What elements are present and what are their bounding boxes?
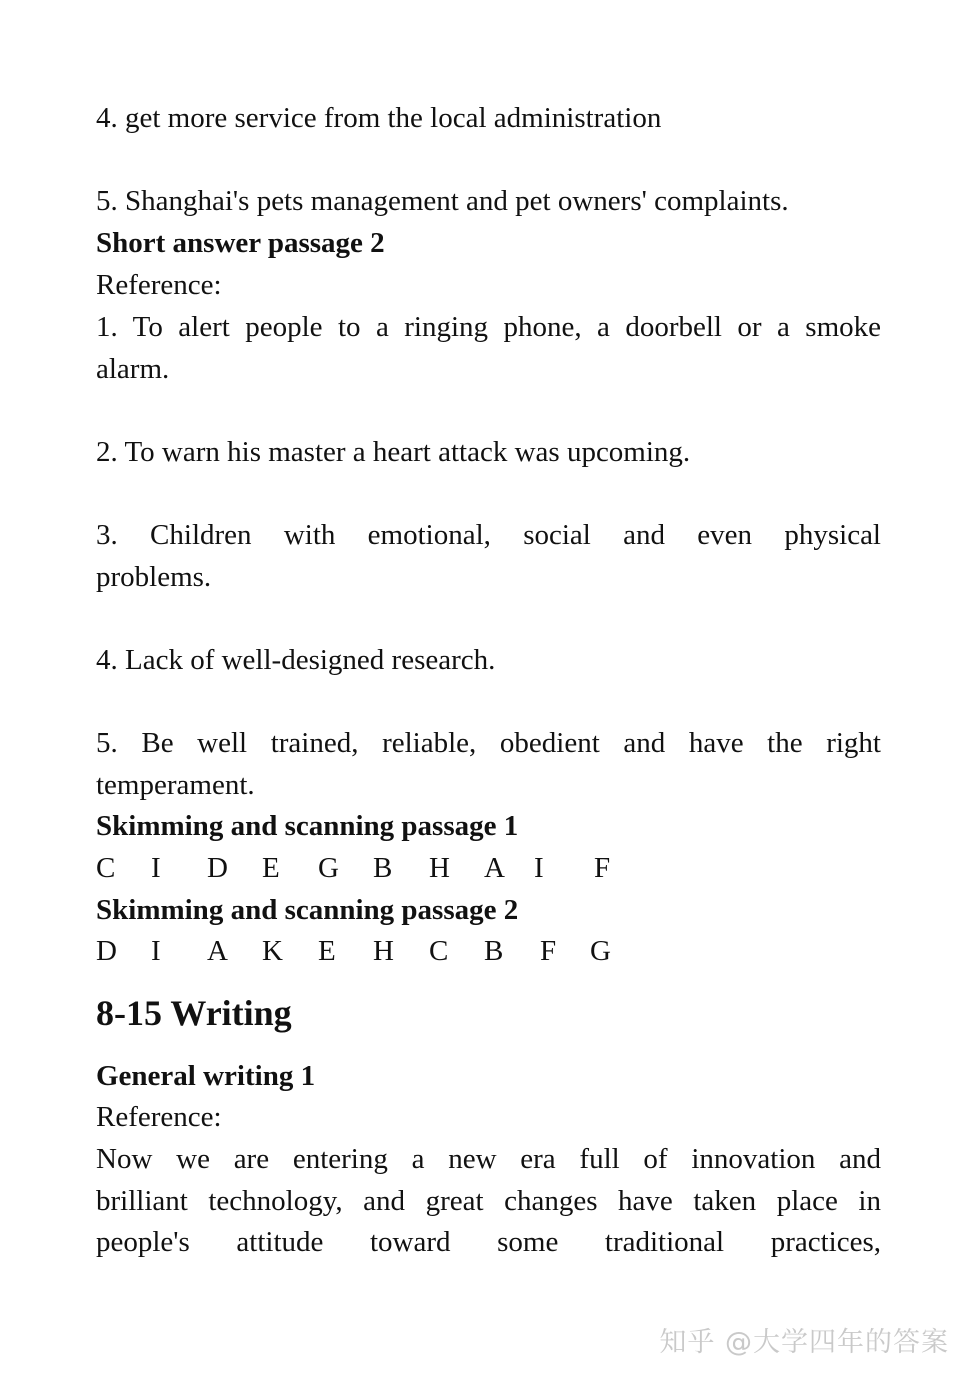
answer-letter: C: [429, 935, 449, 967]
reference-label: Reference:: [96, 1101, 222, 1133]
answer-letter: I: [151, 935, 161, 967]
answer-letter: B: [373, 852, 393, 884]
answer-letter: C: [96, 852, 116, 884]
answer-line-5: 5. Shanghai's pets management and pet owners' complaints.: [96, 185, 789, 217]
answer-letter: D: [96, 935, 117, 967]
skimming-passage-1-answers: [96, 847, 881, 889]
answer-letter: I: [534, 852, 544, 884]
heading-skimming-passage-2: Skimming and scanning passage 2: [96, 894, 519, 926]
answer-letter: F: [540, 935, 557, 967]
sa2-answer-5-line-2: temperament.: [96, 769, 255, 801]
heading-short-answer-passage-2: Short answer passage 2: [96, 227, 385, 259]
answer-letter: K: [262, 935, 283, 967]
answer-line-4: 4. get more service from the local administration: [96, 102, 662, 134]
answer-letter: I: [151, 852, 161, 884]
sa2-answer-1-line-2: alarm.: [96, 353, 170, 385]
reference-label: Reference:: [96, 269, 222, 301]
answer-letter: E: [318, 935, 336, 967]
essay-line-2: brilliant technology, and great changes have taken place in: [96, 1185, 881, 1217]
sa2-answer-3-line-2: problems.: [96, 561, 212, 593]
essay-line-3: people's attitude toward some traditional practices,: [96, 1226, 881, 1258]
answer-letter: H: [373, 935, 394, 967]
essay-line-1: Now we are entering a new era full of innovation and: [96, 1143, 881, 1175]
answer-letter: A: [484, 852, 505, 884]
answer-letter: D: [207, 852, 228, 884]
sa2-answer-5-line-1: 5. Be well trained, reliable, obedient and have the right: [96, 727, 881, 759]
heading-general-writing-1: General writing 1: [96, 1060, 316, 1092]
skimming-passage-2-answers: [96, 930, 881, 972]
heading-skimming-passage-1: Skimming and scanning passage 1: [96, 810, 519, 842]
answer-letter: G: [318, 852, 339, 884]
sa2-answer-3-line-1: 3. Children with emotional, social and even physical: [96, 519, 881, 551]
answer-letter: E: [262, 852, 280, 884]
sa2-answer-4: 4. Lack of well-designed research.: [96, 644, 496, 676]
sa2-answer-1-line-1: 1. To alert people to a ringing phone, a doorbell or a smoke: [96, 311, 881, 343]
sa2-answer-2: 2. To warn his master a heart attack was upcoming.: [96, 436, 691, 468]
section-heading-writing: 8-15 Writing: [96, 993, 292, 1033]
answer-letter: B: [484, 935, 504, 967]
answer-letter: H: [429, 852, 450, 884]
answer-letter: F: [594, 852, 611, 884]
answer-letter: A: [207, 935, 228, 967]
zhihu-watermark: 知乎 @大学四年的答案: [659, 1327, 949, 1358]
answer-letter: G: [590, 935, 611, 967]
